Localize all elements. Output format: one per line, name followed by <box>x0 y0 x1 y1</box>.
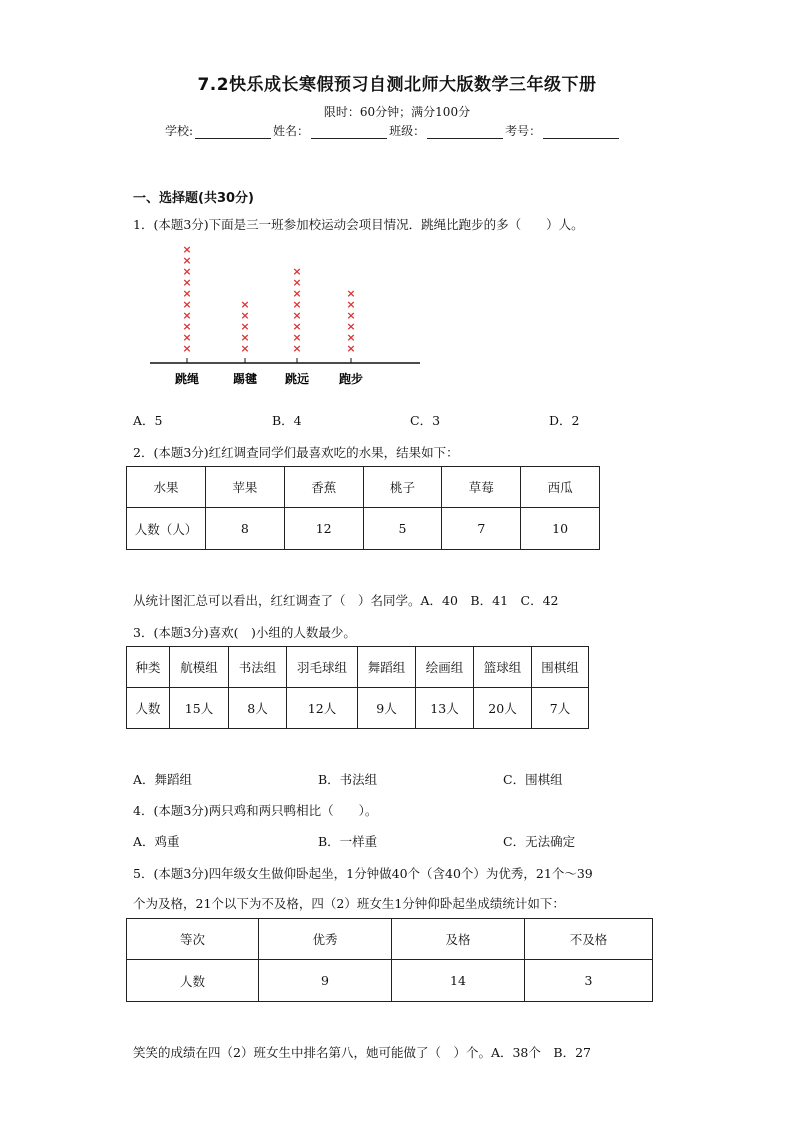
question-5-text-line1: 5．(本题3分)四年级女生做仰卧起坐，1分钟做40个（含40个）为优秀，21个～39 <box>133 866 593 881</box>
chart-category-label: 踢毽 <box>232 372 258 386</box>
table-cell: 7人 <box>532 688 589 729</box>
chart-mark-x: × <box>240 331 250 344</box>
school-label: 学校: <box>165 124 194 138</box>
situp-table <box>126 918 653 1002</box>
chart-mark-x: × <box>346 320 356 333</box>
chart-mark-x: × <box>182 276 192 289</box>
chart-mark-x: × <box>182 287 192 300</box>
chart-category-label: 跳绳 <box>174 372 200 386</box>
chart-mark-x: × <box>292 265 302 278</box>
chart-mark-x: × <box>182 309 192 322</box>
table-cell: 13人 <box>416 688 474 729</box>
chart-mark-x: × <box>292 342 302 355</box>
table-cell: 20人 <box>474 688 532 729</box>
table-cell: 篮球组 <box>474 647 532 688</box>
table-cell: 15人 <box>170 688 229 729</box>
exam-number-blank[interactable] <box>543 125 619 139</box>
chart-mark-x: × <box>346 309 356 322</box>
table-cell: 9 <box>259 960 392 1002</box>
table-cell: 桃子 <box>363 467 442 508</box>
table-cell: 9人 <box>358 688 416 729</box>
table-cell: 种类 <box>127 647 170 688</box>
question-3-text: 3．(本题3分)喜欢( )小组的人数最少。 <box>133 625 356 640</box>
table-cell: 水果 <box>127 467 206 508</box>
chart-category-label: 跳远 <box>284 372 310 386</box>
chart-mark-x: × <box>346 298 356 311</box>
table-cell: 人数 <box>127 960 259 1002</box>
chart-mark-x: × <box>182 298 192 311</box>
chart-mark-x: × <box>182 331 192 344</box>
question-5-text-line2: 个为及格，21个以下为不及格，四（2）班女生1分钟仰卧起坐成绩统计如下： <box>133 896 565 911</box>
chart-mark-x: × <box>240 309 250 322</box>
chart-mark-x: × <box>292 287 302 300</box>
chart-mark-x: × <box>182 342 192 355</box>
chart-mark-x: × <box>346 331 356 344</box>
chart-mark-x: × <box>292 298 302 311</box>
pictograph-chart <box>140 240 430 390</box>
table-cell: 人数（人） <box>127 508 206 550</box>
q4-option-b[interactable]: B．一样重 <box>318 834 378 849</box>
table-row <box>127 919 653 960</box>
q1-option-b[interactable]: B．4 <box>272 413 302 428</box>
table-cell: 香蕉 <box>284 467 363 508</box>
table-row <box>127 960 653 1002</box>
class-label: 班级： <box>389 124 426 138</box>
table-cell: 羽毛球组 <box>287 647 358 688</box>
table-cell: 10 <box>521 508 600 550</box>
chart-category-label: 跑步 <box>338 372 364 386</box>
question-4-text: 4．(本题3分)两只鸡和两只鸭相比（ ）。 <box>133 803 378 818</box>
table-cell: 14 <box>392 960 525 1002</box>
q3-option-b[interactable]: B．书法组 <box>318 772 378 787</box>
class-blank[interactable] <box>427 125 503 139</box>
chart-mark-x: × <box>182 243 192 256</box>
table-cell: 8人 <box>229 688 287 729</box>
question-5-tail: 笑笑的成绩在四（2）班女生中排名第八，她可能做了（ ）个。A．38个 B．27 <box>133 1045 591 1060</box>
chart-mark-x: × <box>346 342 356 355</box>
exam-number-label: 考号： <box>505 124 542 138</box>
table-cell: 3 <box>525 960 653 1002</box>
chart-mark-x: × <box>182 265 192 278</box>
q3-option-a[interactable]: A．舞蹈组 <box>133 772 193 787</box>
table-cell: 等次 <box>127 919 259 960</box>
chart-mark-x: × <box>292 276 302 289</box>
school-blank[interactable] <box>195 125 271 139</box>
table-cell: 人数 <box>127 688 170 729</box>
question-1-text: 1．(本题3分)下面是三一班参加校运动会项目情况．跳绳比跑步的多（ ）人。 <box>133 217 584 232</box>
table-cell: 不及格 <box>525 919 653 960</box>
table-cell: 苹果 <box>206 467 285 508</box>
chart-mark-x: × <box>182 320 192 333</box>
page-title: 7.2快乐成长寒假预习自测北师大版数学三年级下册 <box>197 75 597 95</box>
question-2-tail: 从统计图汇总可以看出，红红调查了（ ）名同学。A．40 B．41 C．42 <box>133 593 559 608</box>
q4-option-c[interactable]: C．无法确定 <box>503 834 576 849</box>
q3-option-c[interactable]: C．围棋组 <box>503 772 563 787</box>
table-cell: 围棋组 <box>532 647 589 688</box>
chart-mark-x: × <box>240 342 250 355</box>
chart-mark-x: × <box>292 309 302 322</box>
exam-subtitle: 限时：60分钟；满分100分 <box>323 105 471 119</box>
chart-mark-x: × <box>292 320 302 333</box>
table-row <box>127 647 589 688</box>
table-cell: 西瓜 <box>521 467 600 508</box>
table-row <box>127 467 600 508</box>
q1-option-a[interactable]: A．5 <box>133 413 163 428</box>
table-cell: 优秀 <box>259 919 392 960</box>
table-cell: 8 <box>206 508 285 550</box>
table-cell: 12人 <box>287 688 358 729</box>
question-2-text: 2．(本题3分)红红调查同学们最喜欢吃的水果，结果如下： <box>133 445 459 460</box>
table-cell: 草莓 <box>442 467 521 508</box>
name-label: 姓名： <box>273 124 310 138</box>
table-cell: 12 <box>284 508 363 550</box>
student-info-row <box>165 122 621 139</box>
club-table <box>126 646 589 729</box>
table-cell: 航模组 <box>170 647 229 688</box>
q4-option-a[interactable]: A．鸡重 <box>133 834 180 849</box>
table-cell: 绘画组 <box>416 647 474 688</box>
fruit-table <box>126 466 600 550</box>
table-cell: 5 <box>363 508 442 550</box>
table-row <box>127 688 589 729</box>
table-cell: 书法组 <box>229 647 287 688</box>
table-cell: 舞蹈组 <box>358 647 416 688</box>
q1-option-d[interactable]: D．2 <box>549 413 580 428</box>
chart-mark-x: × <box>240 298 250 311</box>
chart-mark-x: × <box>292 331 302 344</box>
chart-mark-x: × <box>240 320 250 333</box>
chart-mark-x: × <box>346 287 356 300</box>
table-cell: 及格 <box>392 919 525 960</box>
chart-marks <box>175 243 363 386</box>
name-blank[interactable] <box>311 125 387 139</box>
table-cell: 7 <box>442 508 521 550</box>
chart-mark-x: × <box>182 254 192 267</box>
q1-option-c[interactable]: C．3 <box>410 413 441 428</box>
section-title: 一、选择题(共30分) <box>133 191 254 206</box>
table-row <box>127 508 600 550</box>
